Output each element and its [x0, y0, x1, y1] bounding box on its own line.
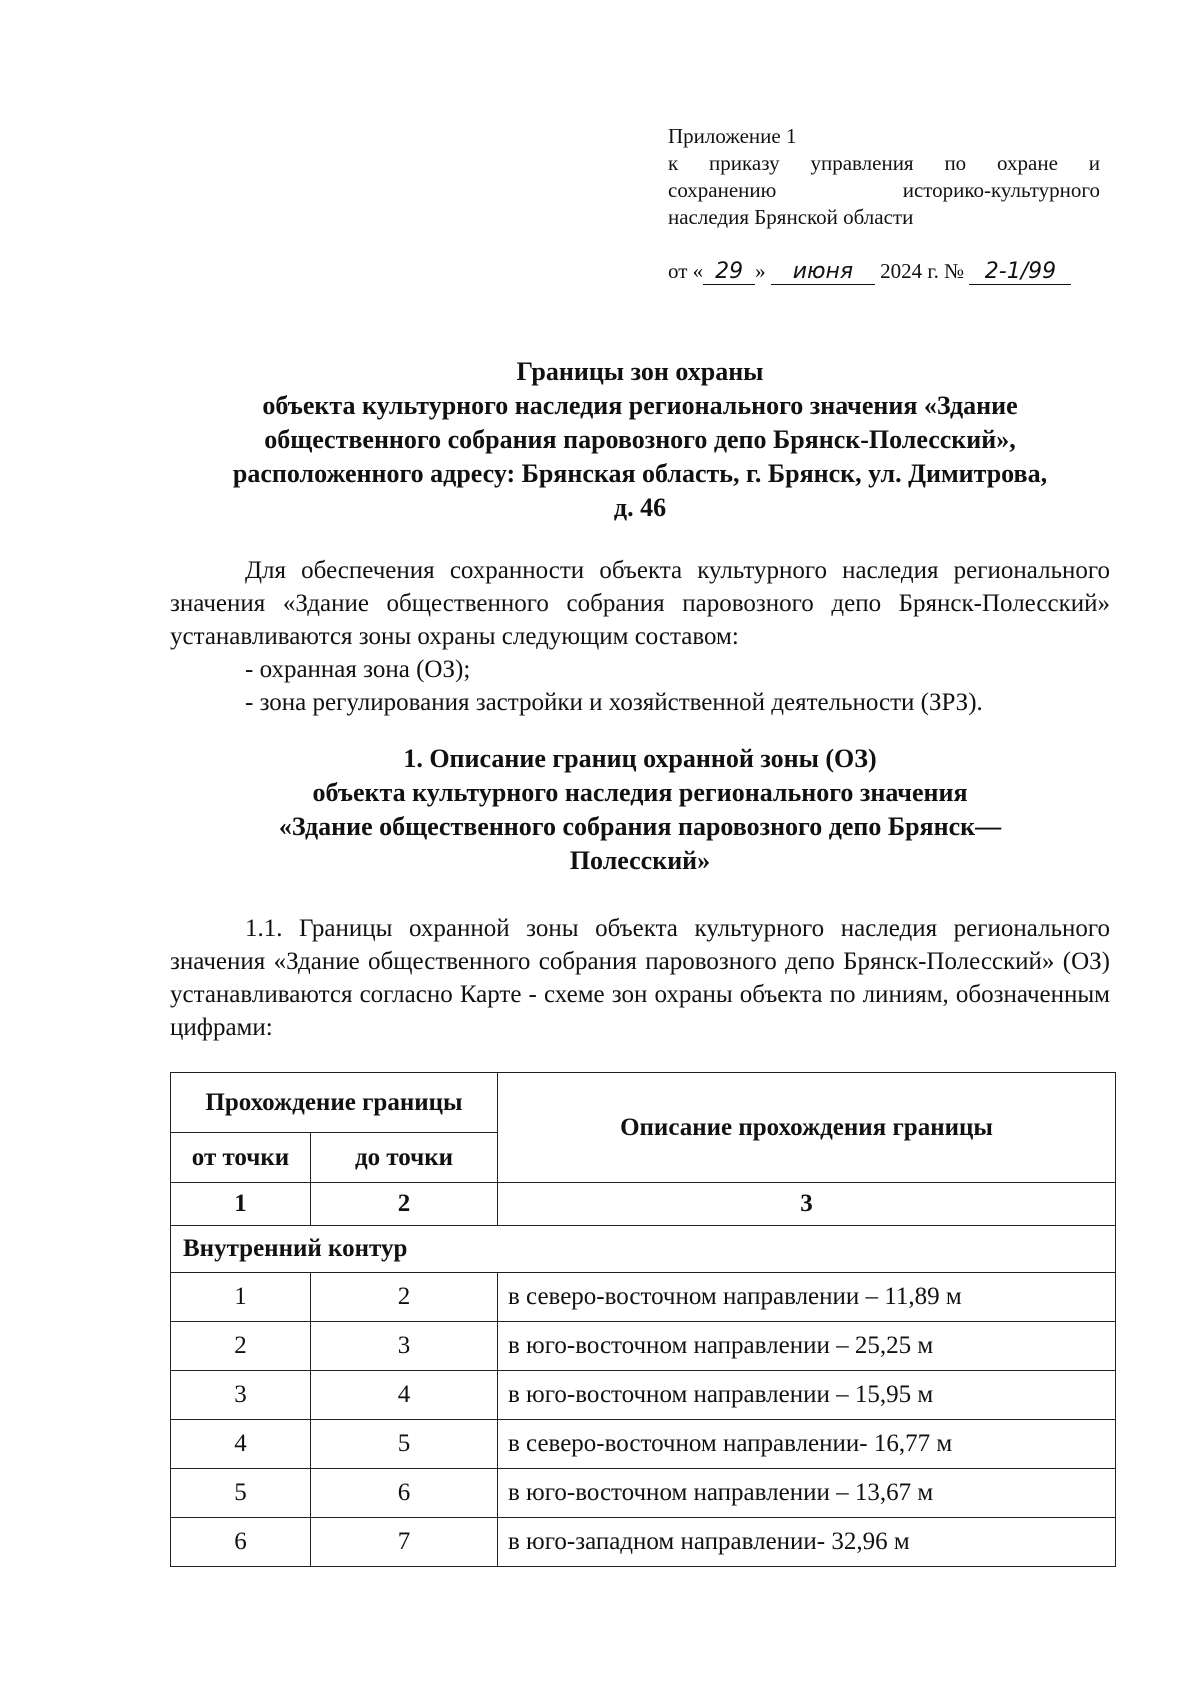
- table-row: [171, 1518, 1116, 1567]
- appendix-header: [668, 123, 1100, 285]
- paragraph-1-1: [170, 912, 1110, 1044]
- appendix-line-4: наследия Брянской области: [668, 205, 914, 229]
- intro-paragraph: [170, 554, 1110, 719]
- section-1-line-2: объекта культурного наследия регионального значения: [312, 778, 968, 807]
- description-cell: в юго-восточном направлении – 13,67 м: [498, 1469, 1116, 1518]
- date-prefix: от «: [668, 259, 704, 283]
- appendix-line-2: к приказу управления по охране и: [668, 151, 1100, 175]
- description-cell: в юго-западном направлении- 32,96 м: [498, 1518, 1116, 1567]
- section-1-line-4: Полесский»: [569, 846, 711, 875]
- to-point-cell: 6: [311, 1469, 498, 1518]
- title-line-4: расположенного адресу: Брянская область, г. Брянск, ул. Димитрова,: [232, 459, 1048, 488]
- table-row: [171, 1322, 1116, 1371]
- to-point-cell: 7: [311, 1518, 498, 1567]
- header-to-point: до точки: [311, 1133, 498, 1183]
- handwritten-day: 29: [703, 260, 755, 285]
- document-title: [170, 355, 1110, 525]
- section-1-line-3: «Здание общественного собрания паровозного депо Брянск—: [278, 812, 1002, 841]
- zone-list-item-1: - охранная зона (ОЗ);: [245, 656, 471, 683]
- from-point-cell: 5: [171, 1469, 311, 1518]
- description-cell: в юго-восточном направлении – 15,95 м: [498, 1371, 1116, 1420]
- column-number-row: [171, 1183, 1116, 1226]
- description-cell: в юго-восточном направлении – 25,25 м: [498, 1322, 1116, 1371]
- date-mid: »: [755, 259, 766, 283]
- table-row: [171, 1273, 1116, 1322]
- to-point-cell: 2: [311, 1273, 498, 1322]
- title-line-5: д. 46: [613, 493, 667, 522]
- title-line-1: Границы зон охраны: [516, 357, 764, 386]
- to-point-cell: 5: [311, 1420, 498, 1469]
- from-point-cell: 4: [171, 1420, 311, 1469]
- section-1-title: [170, 742, 1110, 878]
- from-point-cell: 1: [171, 1273, 311, 1322]
- appendix-title: Приложение 1: [668, 124, 797, 148]
- from-point-cell: 6: [171, 1518, 311, 1567]
- to-point-cell: 4: [311, 1371, 498, 1420]
- table-row: [171, 1469, 1116, 1518]
- intro-text: Для обеспечения сохранности объекта культурного наследия регионального значения «Здание общественного собрания паровозного депо Брянск-Полесский» устанавливаются зоны охраны следующим составом:: [170, 557, 1110, 650]
- zone-list-item-2: - зона регулирования застройки и хозяйственной деятельности (ЗРЗ).: [245, 689, 983, 716]
- paragraph-1-1-text: 1.1. Границы охранной зоны объекта культурного наследия регионального значения «Здание общественного собрания паровозного депо Брянск-Полесский» (ОЗ) устанавливаются согласно Карте - схеме зон охраны объекта по линиям, обозначенным цифрами:: [170, 915, 1110, 1041]
- table-row: [171, 1420, 1116, 1469]
- header-from-point: от точки: [171, 1133, 311, 1183]
- inner-contour-label: Внутренний контур: [171, 1226, 1116, 1273]
- handwritten-month: июня: [771, 260, 875, 285]
- boundary-table: [170, 1072, 1116, 1567]
- title-line-2: объекта культурного наследия регионального значения «Здание: [262, 391, 1018, 420]
- title-line-3: общественного собрания паровозного депо Брянск-Полесский»,: [264, 425, 1016, 454]
- description-cell: в северо-восточном направлении – 11,89 м: [498, 1273, 1116, 1322]
- from-point-cell: 2: [171, 1322, 311, 1371]
- handwritten-order-number: 2-1/99: [969, 260, 1071, 285]
- table-header-row: [171, 1073, 1116, 1133]
- table-row: [171, 1371, 1116, 1420]
- appendix-line-3: сохранению историко-культурного: [668, 178, 1100, 202]
- description-cell: в северо-восточном направлении- 16,77 м: [498, 1420, 1116, 1469]
- section-1-line-1: 1. Описание границ охранной зоны (ОЗ): [403, 744, 877, 773]
- from-point-cell: 3: [171, 1371, 311, 1420]
- to-point-cell: 3: [311, 1322, 498, 1371]
- column-number: 3: [498, 1183, 1116, 1226]
- date-year: 2024 г. №: [880, 259, 965, 283]
- order-date-line: [668, 258, 1100, 285]
- header-boundary-passage: Прохождение границы: [171, 1073, 498, 1133]
- header-description: Описание прохождения границы: [498, 1073, 1116, 1183]
- column-number: 1: [171, 1183, 311, 1226]
- contour-section-row: [171, 1226, 1116, 1273]
- column-number: 2: [311, 1183, 498, 1226]
